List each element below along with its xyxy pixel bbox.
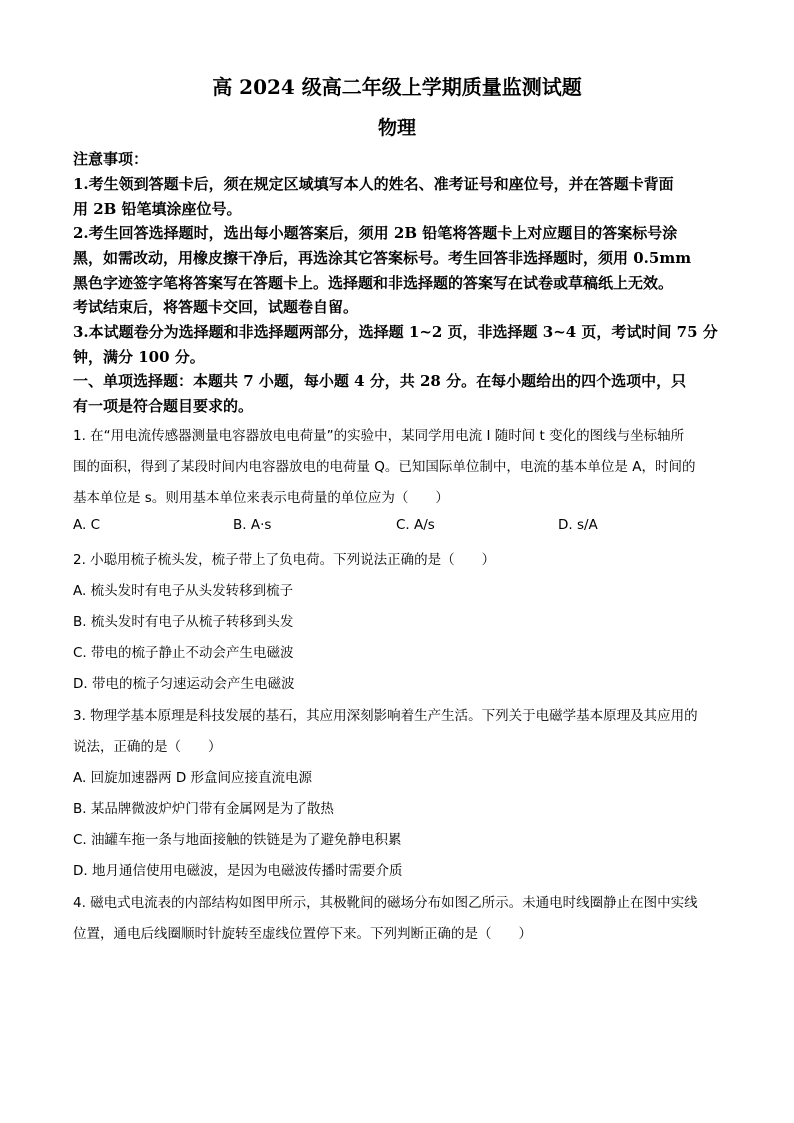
section-heading: 有一项是符合题目要求的。 — [73, 397, 254, 415]
question-1-line: 基本单位是 s。则用基本单位来表示电荷量的单位应为（ ） — [73, 490, 449, 506]
exam-title: 高 2024 级高二年级上学期质量监测试题 — [212, 75, 582, 99]
question-2-option-b: B. 梳头发时有电子从梳子转移到头发 — [73, 614, 294, 630]
notice-line: 3.本试题卷分为选择题和非选择题两部分，选择题 1~2 页，非选择题 3~4 页，考试时间 75 分 — [73, 323, 718, 341]
notice-line: 用 2B 铅笔填涂座位号。 — [73, 200, 242, 218]
question-3-option-b: B. 某品牌微波炉炉门带有金属网是为了散热 — [73, 801, 334, 817]
question-1-option-d: D. s/A — [558, 517, 598, 533]
question-4-line: 4. 磁电式电流表的内部结构如图甲所示，其极靴间的磁场分布如图乙所示。未通电时线圈静止在图中实线 — [73, 895, 698, 911]
notice-heading: 注意事项： — [73, 150, 149, 168]
question-2-stem: 2. 小聪用梳子梳头发，梳子带上了负电荷。下列说法正确的是（ ） — [73, 552, 496, 568]
question-3-option-a: A. 回旋加速器两 D 形盒间应接直流电源 — [73, 770, 313, 786]
section-heading: 一、单项选择题：本题共 7 小题，每小题 4 分，共 28 分。在每小题给出的四个选项中，只 — [73, 372, 687, 390]
question-1-option-b: B. A·s — [233, 517, 272, 533]
notice-line: 黑色字迹签字笔将答案写在答题卡上。选择题和非选择题的答案写在试卷或草稿纸上无效。 — [73, 274, 674, 292]
question-2-option-c: C. 带电的梳子静止不动会产生电磁波 — [73, 645, 294, 661]
question-1-option-a: A. C — [73, 517, 101, 533]
subject-title: 物理 — [377, 117, 416, 139]
question-3-option-c: C. 油罐车拖一条与地面接触的铁链是为了避免静电积累 — [73, 832, 402, 848]
notice-line: 考试结束后，将答题卡交回，试题卷自留。 — [73, 298, 359, 316]
question-2-option-a: A. 梳头发时有电子从头发转移到梳子 — [73, 583, 294, 599]
notice-line: 钟，满分 100 分。 — [73, 348, 205, 366]
notice-line: 黑，如需改动，用橡皮擦干净后，再选涂其它答案标号。考生回答非选择题时，须用 0.5mm — [73, 249, 692, 267]
question-2-option-d: D. 带电的梳子匀速运动会产生电磁波 — [73, 676, 295, 692]
question-1-line: 1. 在“用电流传感器测量电容器放电电荷量”的实验中，某同学用电流 I 随时间 t 变化的图线与坐标轴所 — [73, 428, 685, 444]
question-3-option-d: D. 地月通信使用电磁波，是因为电磁波传播时需要介质 — [73, 863, 403, 879]
question-3-line: 说法，正确的是（ ） — [73, 739, 222, 755]
notice-line: 1.考生领到答题卡后，须在规定区域填写本人的姓名、准考证号和座位号，并在答题卡背面 — [73, 175, 674, 193]
question-1-option-c: C. A/s — [396, 517, 435, 533]
question-4-line: 位置，通电后线圈顺时针旋转至虚线位置停下来。下列判断正确的是（ ） — [73, 926, 532, 942]
notice-line: 2.考生回答选择题时，选出每小题答案后，须用 2B 铅笔将答题卡上对应题目的答案标号涂 — [73, 224, 678, 242]
question-3-line: 3. 物理学基本原理是科技发展的基石，其应用深刻影响着生产生活。下列关于电磁学基本原理及其应用的 — [73, 708, 698, 724]
question-1-line: 围的面积，得到了某段时间内电容器放电的电荷量 Q。已知国际单位制中，电流的基本单位是 A，时间的 — [73, 459, 696, 475]
